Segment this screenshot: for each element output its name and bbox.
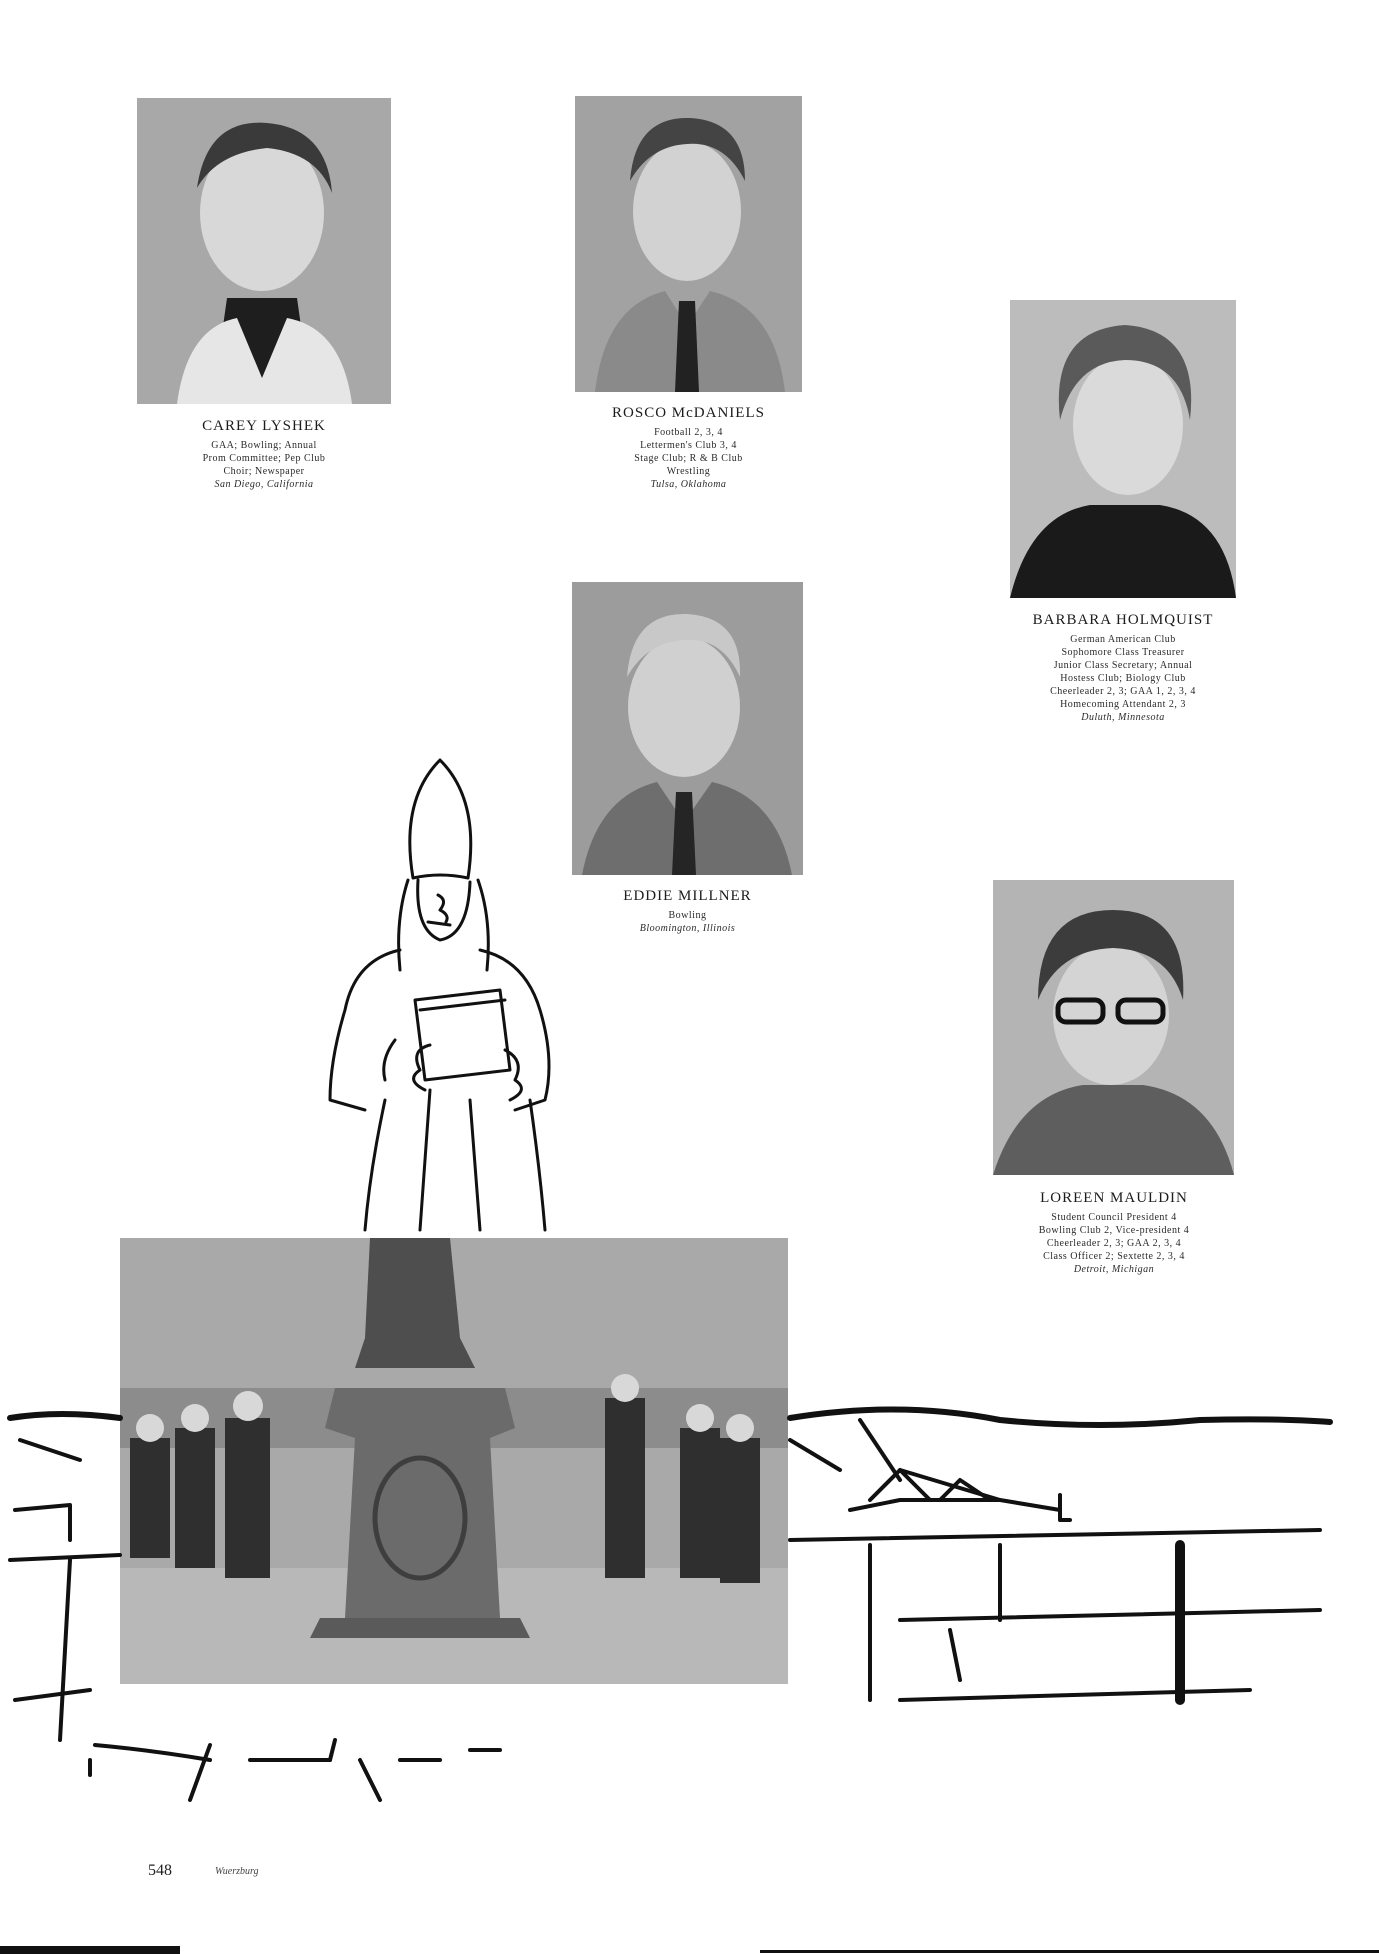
caption-barbara-holmquist [990, 612, 1256, 724]
portrait-eddie-millner [572, 582, 803, 875]
student-name: EDDIE MILLNER [623, 888, 752, 904]
hometown: San Diego, California [214, 479, 314, 490]
activity-line: Lettermen's Club 3, 4 [640, 440, 737, 451]
caption-carey-lyshek [137, 418, 391, 491]
activity-line: Cheerleader 2, 3; GAA 1, 2, 3, 4 [1050, 686, 1196, 697]
hometown: Duluth, Minnesota [1081, 712, 1165, 723]
activity-line: GAA; Bowling; Annual [211, 440, 317, 451]
page-number: 548 [148, 1862, 172, 1879]
portrait-loreen-mauldin [993, 880, 1234, 1175]
page-bottom-bar-right [760, 1950, 1379, 1953]
student-name: LOREEN MAULDIN [1040, 1190, 1188, 1206]
caption-loreen-mauldin [975, 1190, 1253, 1276]
activity-line: Homecoming Attendant 2, 3 [1060, 699, 1186, 710]
hometown: Detroit, Michigan [1073, 1264, 1155, 1275]
activity-line: Class Officer 2; Sextette 2, 3, 4 [1043, 1251, 1185, 1262]
activity-line: Football 2, 3, 4 [654, 427, 723, 438]
activity-line: Bowling Club 2, Vice-president 4 [1038, 1225, 1190, 1236]
caption-rosco-mcdaniels [560, 405, 817, 491]
activity-line: German American Club [1070, 634, 1176, 645]
student-name: CAREY LYSHEK [202, 418, 326, 434]
caption-eddie-millner [557, 888, 818, 935]
hometown: Bloomington, Illinois [639, 923, 736, 934]
portrait-carey-lyshek [137, 98, 391, 404]
activity-line: Choir; Newspaper [223, 466, 305, 477]
activity-line: Prom Committee; Pep Club [202, 453, 326, 464]
student-name: BARBARA HOLMQUIST [1032, 612, 1214, 628]
group-photo-statue [120, 1238, 788, 1684]
hometown: Tulsa, Oklahoma [650, 479, 727, 490]
page-bottom-bar-left [0, 1946, 180, 1954]
student-name: ROSCO McDANIELS [612, 405, 765, 421]
activity-line: Wrestling [666, 466, 711, 477]
activity-line: Bowling [668, 910, 707, 921]
activity-line: Cheerleader 2, 3; GAA 2, 3, 4 [1046, 1238, 1182, 1249]
activity-line: Stage Club; R & B Club [634, 453, 743, 464]
portrait-rosco-mcdaniels [575, 96, 802, 392]
activity-line: Student Council President 4 [1051, 1212, 1177, 1223]
activity-line: Hostess Club; Biology Club [1060, 673, 1186, 684]
page-place-label: Wuerzburg [215, 1866, 259, 1877]
activity-line: Sophomore Class Treasurer [1061, 647, 1185, 658]
portrait-barbara-holmquist [1010, 300, 1236, 598]
activity-line: Junior Class Secretary; Annual [1053, 660, 1193, 671]
